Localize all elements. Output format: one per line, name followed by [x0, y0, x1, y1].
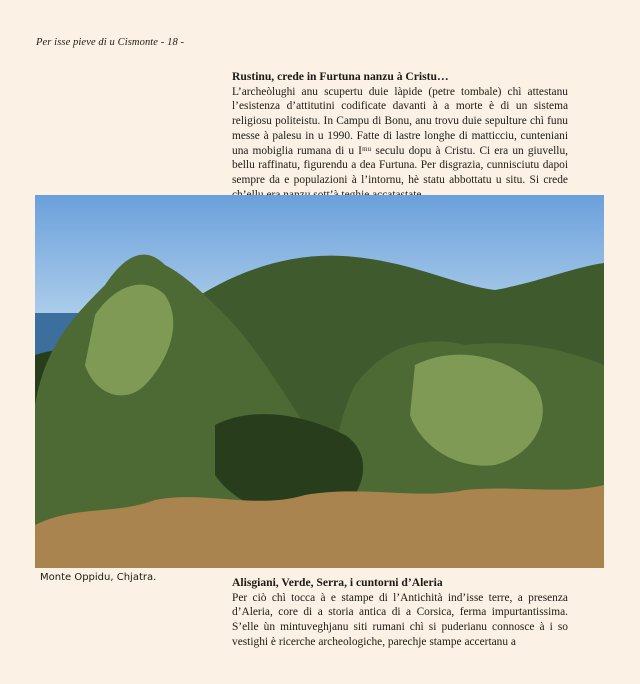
photo-caption: Monte Oppidu, Chjatra. — [40, 572, 157, 583]
section-title: Rustinu, crede in Furtuna nanzu à Cristu… — [232, 70, 449, 83]
section-alisgiani — [232, 576, 568, 650]
running-header: Per isse pieve di u Cismonte - 18 - — [36, 37, 185, 48]
section-body: Per ciò chì tocca à e stampe di l’Antichità ind’isse terre, a presenza d’Aleria, core di a storia antica di a Corsica, ferma impurtantissima. S’elle ùn mintuveghjanu siti rumani chì si puderianu connosce à i so vestighi è ricerche archeologiche, parechje stampe accertanu a — [232, 591, 568, 648]
landscape-photo — [35, 195, 604, 568]
section-title: Alisgiani, Verde, Serra, i cuntorni d’Aleria — [232, 576, 443, 589]
section-body: L’archeòlughi anu scupertu duie làpide (petre tombale) chì attestanu l’esistenza d’attitutini codificate davanti à a morte è di un sistema religiosu politeistu. In Campu di Bonu, anu trovu duie sepulture chì funu messe à palesu in u 1990. Fatte di lastre longhe di matticciu, cunteniani una mobiglia rumana di u Iᵐᵘ seculu dopu à Cristu. Ci era un giuvellu, bellu raffinatu, figurendu a dea Furtuna. Per disgrazia, cunnisciutu dapoi sempre da e populazioni à l’intornu, hè statu abbottatu u situ. Si crede — [232, 85, 568, 186]
landscape-illustration — [35, 195, 604, 568]
section-rustinu — [232, 70, 568, 202]
